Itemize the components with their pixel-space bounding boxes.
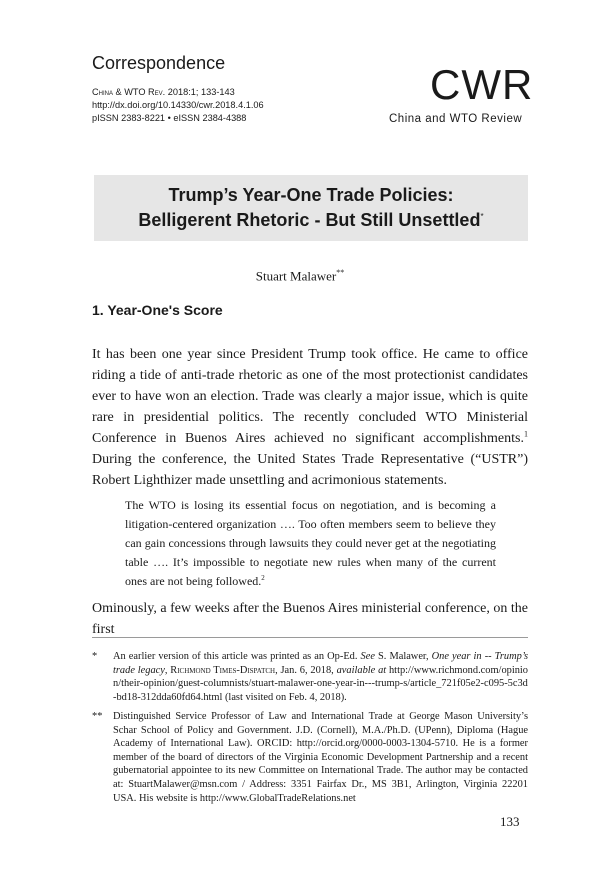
fn1-see: See: [360, 651, 375, 662]
issn-line: pISSN 2383-8221 • eISSN 2384-4388: [92, 113, 247, 123]
footnote-ref-2[interactable]: 2: [261, 574, 265, 582]
author: [0, 268, 600, 284]
author-footnote-mark[interactable]: **: [336, 268, 345, 277]
fn1-op-ed-title: One year in -- Trump’s trade legacy: [113, 651, 528, 676]
citation: [92, 86, 235, 98]
article-title-line-2: [94, 210, 528, 231]
footnote-2-mark: **: [92, 711, 103, 722]
article-title-line-1: Trump’s Year-One Trade Policies:: [168, 185, 454, 205]
doi-link[interactable]: http://dx.doi.org/10.14330/cwr.2018.4.1.06: [92, 100, 264, 110]
footnote-1-mark: *: [92, 651, 98, 662]
fn1-part: ,: [164, 664, 171, 676]
block-quote: [125, 496, 496, 591]
body-paragraph-2: Ominously, a few weeks after the Buenos Aires ministerial conference, on the first: [92, 601, 528, 637]
citation-journal: China & WTO Rev.: [92, 87, 166, 97]
fn1-part: An earlier version of this article was printed as an Op-Ed.: [113, 651, 361, 662]
footnote-1: [92, 650, 528, 704]
fn1-available-at: available at: [336, 664, 387, 676]
title-text: Belligerent Rhetoric - But Still Unsettled: [138, 210, 481, 230]
quote-text: The WTO is losing its essential focus on negotiation, and is becoming a litigation-centered organization …. Too often members seem to believe they can gain concessions through lawsuits they could never get at the negotiating table …. It’s impossible to negotiate new rules when many of the current ones are not being followed.: [125, 498, 496, 588]
journal-logo: CWR: [430, 61, 534, 108]
journal-tagline: China and WTO Review: [389, 113, 523, 125]
footnote-1-text: [113, 650, 528, 704]
footnote-divider: [92, 637, 528, 638]
fn1-source: Richmond Times-Dispatch: [170, 664, 276, 676]
body-paragraph-1: [92, 344, 528, 491]
section-heading: 1. Year-One's Score: [92, 302, 223, 318]
footnote-ref-1[interactable]: 1: [524, 429, 528, 439]
fn1-url[interactable]: http://www.richmond.com/opinion/their-opinion/guest-columnists/stuart-malawer-one-year-in---trump-s/article_721f05e2-c095-5c3d-bd18-312dda60fd64.html (last visited on Feb. 4, 2018).: [113, 664, 528, 703]
para1-text-a: It has been one year since President Trump took office. He came to office riding a tide of anti-trade rhetoric as one of the most protectionist candidates ever to have won an election. Trade was clearly a major issue, which is quite rare in presidential politics. The recently concluded WTO Ministerial Conference in Buenos Aires achieved no significant accomplishments.: [92, 347, 528, 446]
fn1-part: S. Malawer,: [374, 651, 432, 662]
citation-volume: 2018:1; 133-143: [167, 87, 235, 97]
author-name: Stuart Malawer: [255, 268, 337, 284]
section-label: Correspondence: [92, 53, 226, 73]
footnote-2-text: Distinguished Service Professor of Law and International Trade at George Mason University’s Schar School of Policy and Government. J.D. (Cornell), M.A./Ph.D. (UPenn), Diploma (Hague Academy of International Law). ORCID: http://orcid.org/0000-0003-1304-5710. He is a former member of the board of directors of the Virginia Economic Development Partnership and a recent gubernatorial appointee to its new Committee on International Trade. The author may be contacted at: StuartMalawer@msn.com / Address: 3351 Fairfax Dr., MS 3B1, Arlington, Virginia 22201 USA. His website is http://www.GlobalTradeRelations.net: [113, 711, 528, 804]
footnote-2: [92, 710, 528, 805]
title-box: [94, 175, 528, 241]
para1-text-b: During the conference, the United States Trade Representative (“USTR”) Robert Lighthizer made unsettling and acrimonious statements.: [92, 452, 528, 488]
page-number: 133: [500, 814, 520, 829]
fn1-part: , Jan. 6, 2018,: [275, 664, 337, 676]
title-footnote-mark[interactable]: *: [480, 212, 484, 221]
